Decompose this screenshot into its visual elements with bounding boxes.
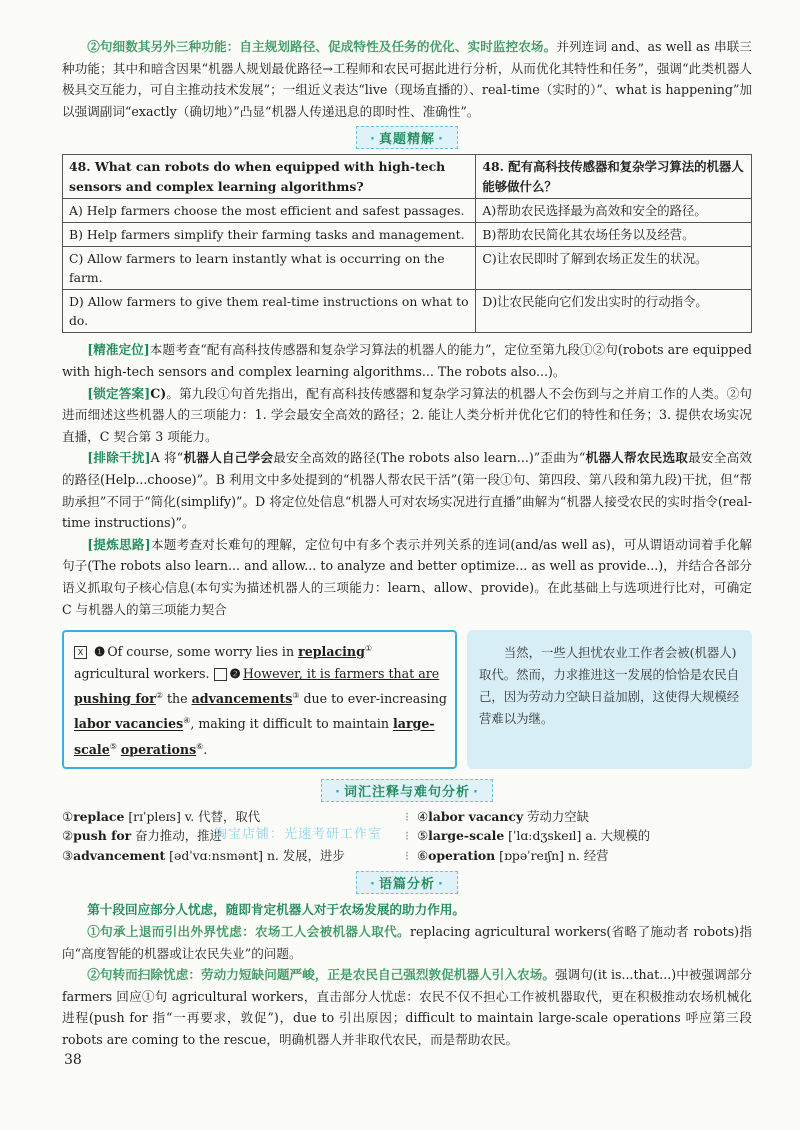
vocab-ref: ③ [292, 691, 300, 701]
option-en: C) Allow farmers to learn instantly what is occurring on the farm. [63, 247, 476, 290]
discourse-p1 [62, 921, 752, 964]
question-cn: 48. 配有高科技传感器和复杂学习算法的机器人能够做什么？ [476, 155, 752, 199]
vocab-ref: ④ [183, 716, 191, 726]
discourse-summary-text: 第十段回应部分人忧虑，随即肯定机器人对于农场发展的助力作用。 [87, 902, 465, 918]
vocab-item: ④labor vacancy 劳动力空缺 [417, 808, 590, 824]
intro-paragraph [62, 36, 752, 122]
vocab-ref: ② [155, 691, 163, 701]
banner-vocab-label: 词汇注释与难句分析 [343, 784, 470, 800]
vocab-list [62, 807, 752, 866]
option-cn: C)让农民即时了解到农场正发生的状况。 [476, 247, 752, 290]
banner-discourse: · 语篇分析 · [62, 871, 752, 894]
page-number: 38 [64, 1052, 82, 1068]
vocab-item: ⑤large-scale [ˈlɑːdʒskeɪl] a. 大规模的 [417, 828, 651, 844]
option-en: D) Allow farmers to give them real-time instructions on what to do. [63, 290, 476, 333]
intro-lead: ②句细数其另外三种功能：自主规划路径、促成特性及任务的优化、实时监控农场。 [87, 39, 557, 54]
vocab-ref: ⑤ [109, 741, 117, 751]
sentence-number: ❶ [94, 644, 106, 660]
analysis-answer [62, 383, 752, 448]
option-cn: A)帮助农民选择最为高效和安全的路径。 [476, 199, 752, 223]
vocab-term: replacing [298, 644, 365, 660]
discourse-body: replacing agricultural workers(省略了施动者 robots)指向“高度智能的机器或让农民失业”的问题。 [62, 923, 753, 961]
vocab-term: operations [120, 741, 197, 757]
passage-text: Of course, some worry lies in [107, 644, 299, 660]
refine-text: 本题考查对长难句的理解，定位句中有多个表示并列关系的连词(and/as well as)，可从谓语动词着手化解句子(The robots also learn... and allow... to analyze and better optimize... as well as provide...)，并结合各部分语义抓取句子核心信息(本句实为描述机器人的三项能力：learn、allow、provide)。在此基础上与选项进行比对，可确定 C 与机器人的第三项能力契合 [62, 536, 752, 617]
banner-exam: · 真题精解 · [62, 126, 752, 149]
answer-tag: [锁定答案] [87, 385, 151, 401]
vocab-ref: ⑥ [196, 741, 204, 751]
vocab-col-right [417, 807, 752, 866]
vocab-item: ①replace [rɪˈpleɪs] v. 代替，取代 [62, 808, 261, 824]
option-en: A) Help farmers choose the most efficient and safest passages. [63, 199, 476, 223]
option-row-c [63, 247, 752, 290]
passage-text: However, it is farmers that are [242, 666, 440, 682]
option-cn: B)帮助农民简化其农场任务以及经营。 [476, 223, 752, 247]
vocab-term: large-scale [74, 716, 435, 757]
discourse-body: 强调句(it is...that...)中被强调部分 farmers 回应①句 agricultural workers，直击部分人忧虑：农民不仅不担心工作被机器取代，更在积极推动农场机械化进程(push for 指“一再要求，敦促”)，due to 引出原因；difficult to maintain large-scale operations 呼应第三段 robots are coming to the rescue，明确机器人并非取代农民，而是帮助农民。 [62, 967, 753, 1047]
exclude-emphasis: 机器人帮农民选取 [585, 450, 689, 466]
sentence-number: ❷ [229, 666, 241, 682]
vocab-term: pushing for [74, 691, 156, 707]
exclude-text: 最安全高效的路径(The robots also learn...)”歪曲为“ [273, 450, 586, 466]
passage-text: . [203, 741, 208, 757]
question-header-row [63, 155, 752, 199]
vocab-divider: ⁝ ⁝ ⁝ [405, 808, 409, 863]
discourse-p2 [62, 964, 752, 1050]
exclude-text: 最安全高效的路径(Help...choose)”。B 利用文中多处提到的“机器人帮农民干活”(第一段①句、第四段、第八段和第九段)干扰，但“帮助承担”不同于“简化(simplify)”。D 将定位处信息“机器人可对农场实况进行直播”曲解为“机器人接受农民的实时指令(real-time instructions)”。 [62, 450, 753, 531]
page-content [62, 36, 752, 1051]
banner-discourse-label: 语篇分析 [378, 877, 435, 893]
vocab-ref: ① [364, 644, 373, 654]
analysis-refine [62, 534, 752, 620]
locate-text: 本题考查“配有高科技传感器和复杂学习算法的机器人的能力”，定位至第九段①②句(robots are equipped with high-tech sensors and complex learning algorithms... The robots also...)。 [62, 342, 752, 379]
option-cn: D)让农民能向它们发出实时的行动指令。 [476, 290, 752, 333]
answer-text: 。第九段①句首先指出，配有高科技传感器和复杂学习算法的机器人不会伤到与之并肩工作的人类。②句进而细述这些机器人的三项能力：1. 学会最安全高效的路径；2. 能让人类分析并优化它们的特性和任务；3. 提供农场实况直播，C 契合第 3 项能力。 [62, 385, 753, 444]
option-row-a [63, 199, 752, 223]
option-row-d [63, 290, 752, 333]
passage-text: due to ever-increasing [299, 691, 447, 707]
discourse-lead: ②句转而扫除忧虑：劳动力短缺问题严峻，正是农民自己强烈敦促机器人引入农场。 [87, 967, 555, 983]
question-en: 48. What can robots do when equipped with high-tech sensors and complex learning algorithms? [63, 155, 476, 199]
passage-text: the [162, 691, 192, 707]
passage-row [62, 630, 752, 769]
exclude-text: A 将“ [150, 450, 184, 466]
translation-box: 当然，一些人担忧农业工作者会被(机器人)取代。然而，力求推进这一发展的恰恰是农民自己，因为劳动力空缺日益加剧，这使得大规模经营难以为继。 [467, 630, 752, 769]
watermark: 淘宝店铺：光速考研工作室 [214, 827, 383, 842]
vocab-item: ②push for 奋力推动，推进 [62, 828, 222, 844]
vocab-item: ⑥operation [ɒpəˈreɪʃn] n. 经营 [417, 847, 609, 863]
banner-exam-label: 真题精解 [378, 132, 435, 148]
analysis-exclude [62, 447, 752, 533]
refine-tag: [提炼思路] [87, 536, 151, 552]
paragraph-mark: X [74, 646, 87, 659]
exclude-tag: [排除干扰] [87, 450, 151, 466]
option-row-b [63, 223, 752, 247]
vocab-term: labor vacancies [74, 716, 184, 732]
option-en: B) Help farmers simplify their farming tasks and management. [63, 223, 476, 247]
vocab-item: ③advancement [ədˈvɑːnsmənt] n. 发展，进步 [62, 847, 345, 863]
banner-vocab: · 词汇注释与难句分析 · [62, 779, 752, 802]
vocab-term: advancements [191, 691, 293, 707]
discourse-lead: ①句承上退而引出外界忧虑：农场工人会被机器人取代。 [87, 923, 410, 939]
locate-tag: [精准定位] [87, 342, 150, 358]
sentence-mark [214, 668, 227, 681]
passage-box [62, 630, 457, 769]
intro-body: 并列连词 and、as well as 串联三种功能；其中和暗含因果“机器人规划最优路径→工程师和农民可据此进行分析，从而优化其特性和任务”，强调“此类机器人极具交互能力，可自主推动技术发展”；一组近义表达“live（现场直播的）、real-time（实时的）”、what is happening”加以强调副词“exactly（确切地）”凸显“机器人传递迅息的即时性、准确性”。 [62, 39, 752, 119]
answer-value: C) [150, 385, 167, 401]
analysis-locate [62, 339, 752, 382]
passage-text: agricultural workers. [74, 666, 210, 682]
passage-text: , making it difficult to maintain [190, 716, 394, 732]
question-table [62, 154, 752, 333]
discourse-summary [62, 899, 752, 921]
exclude-emphasis: 机器人自己学会 [183, 450, 274, 466]
